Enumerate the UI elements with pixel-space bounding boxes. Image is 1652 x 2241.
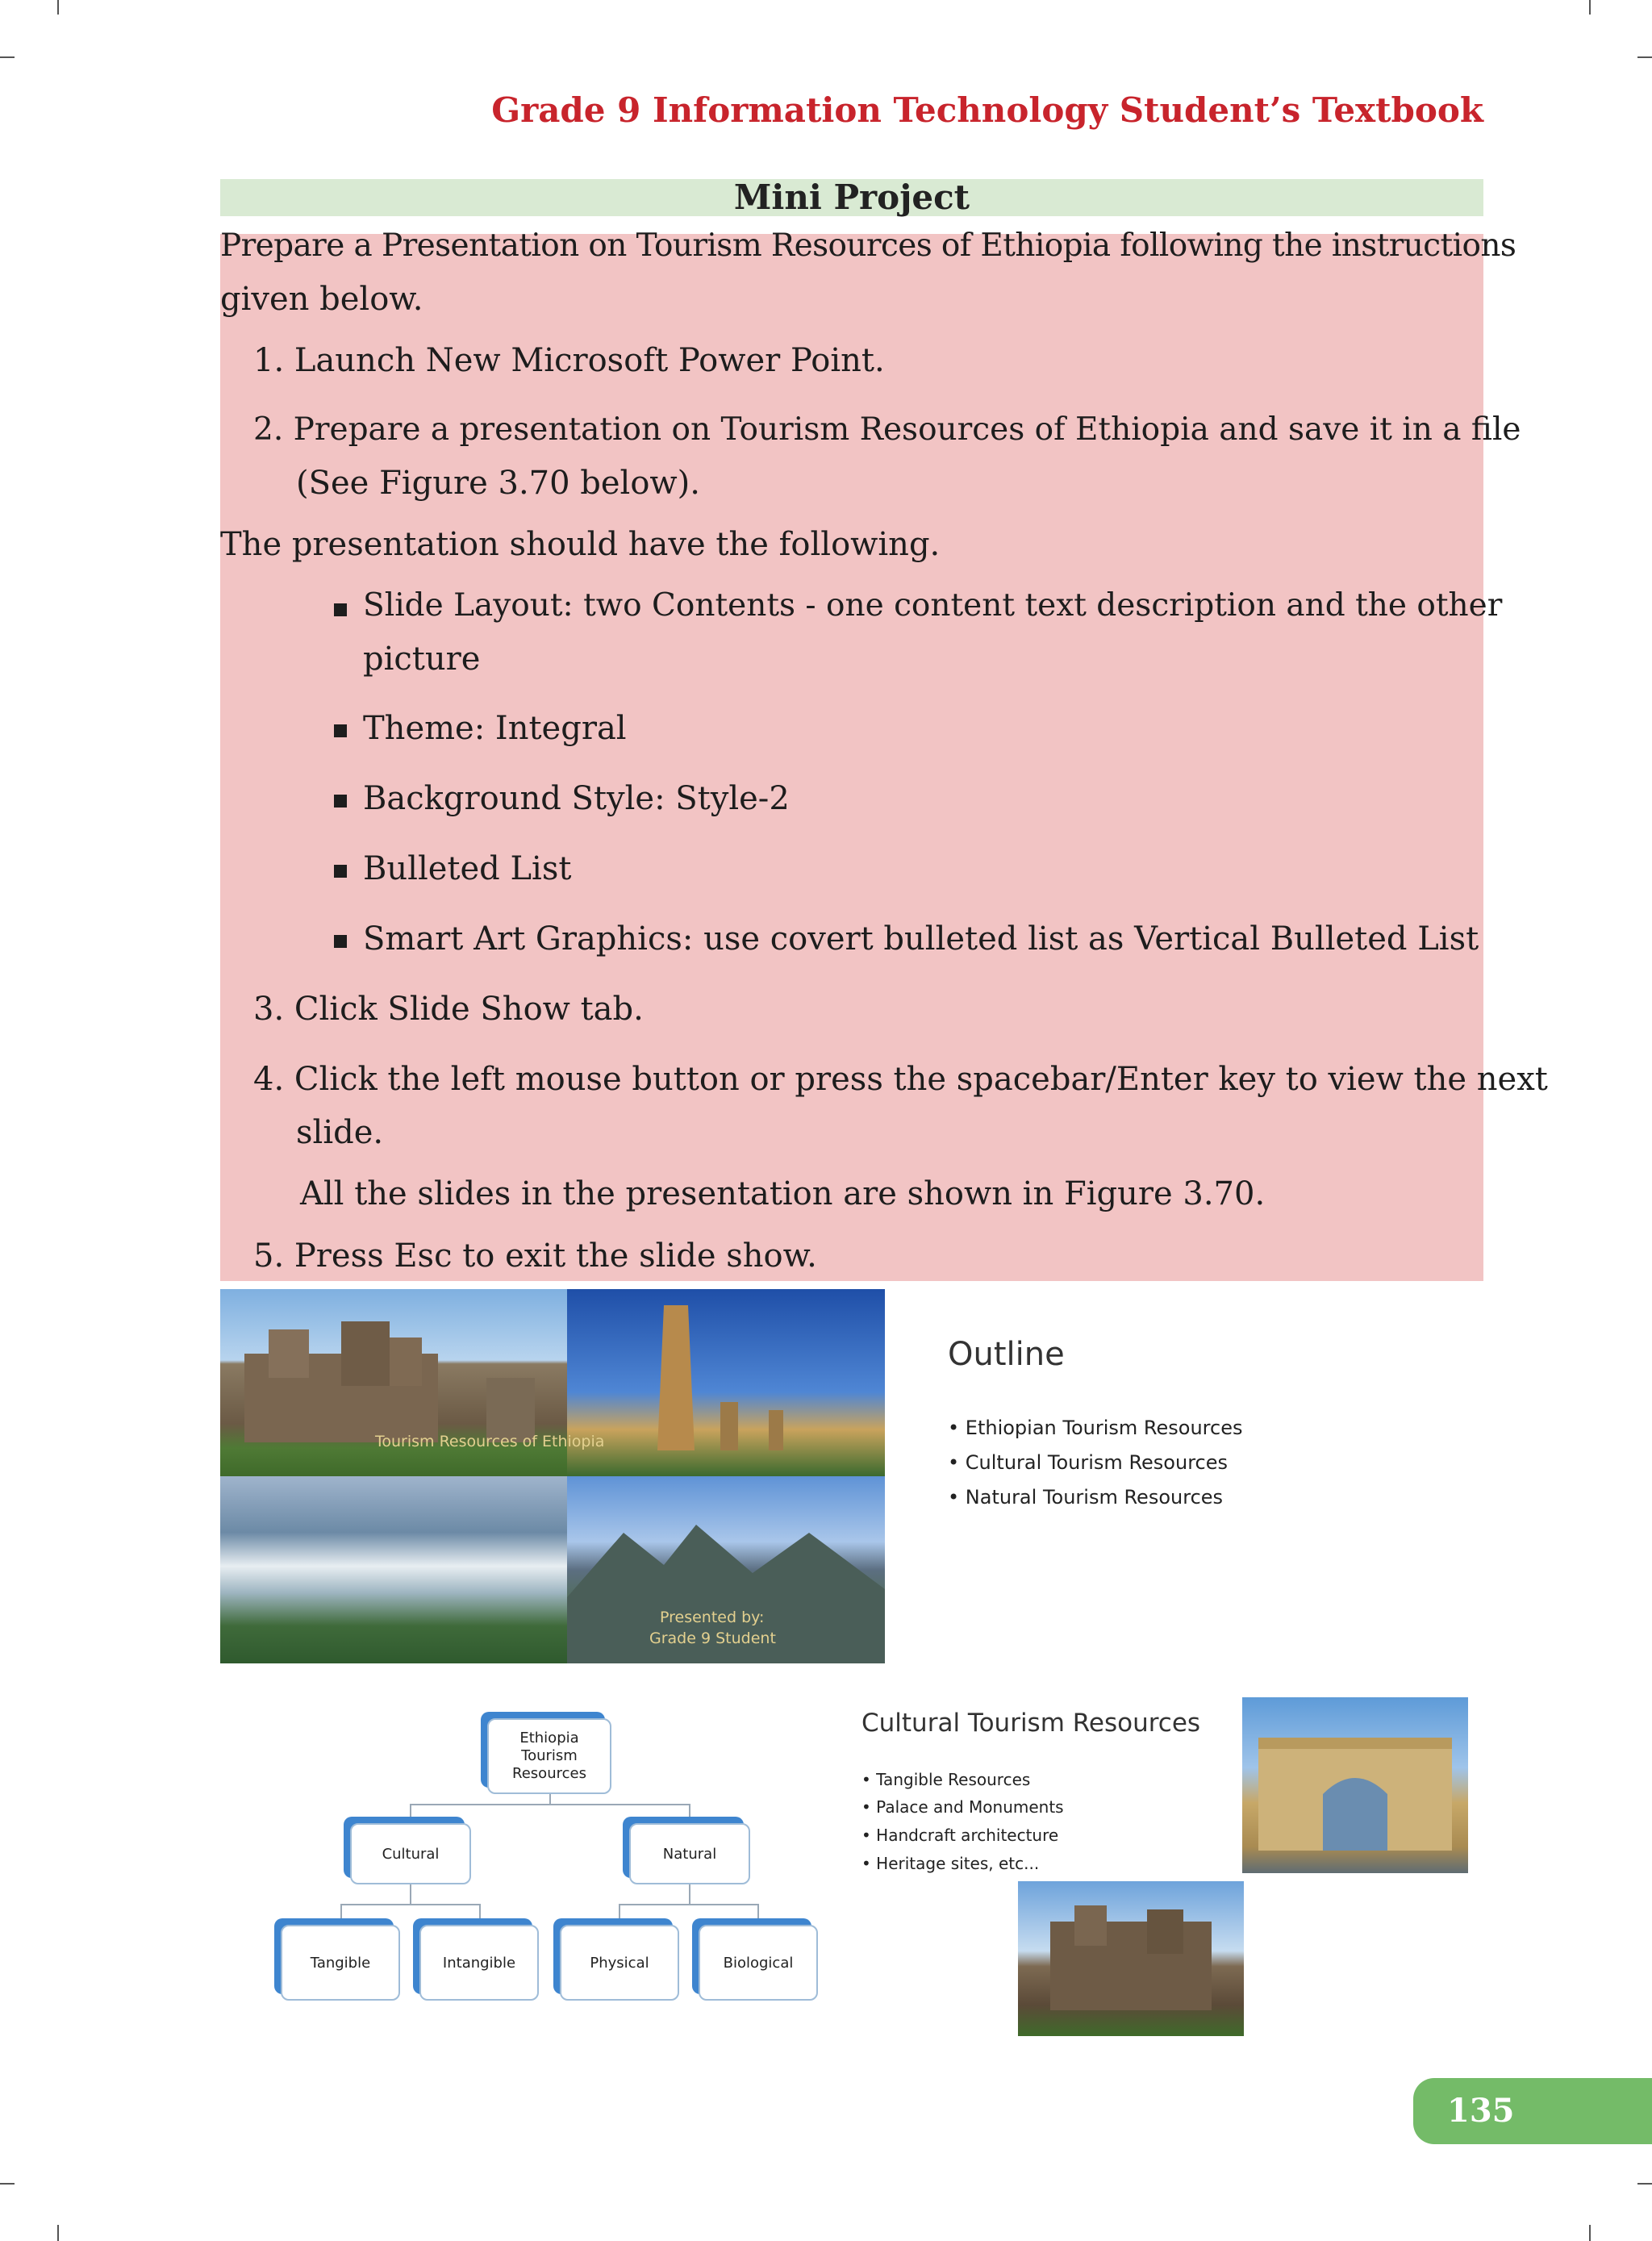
step-3: 3. Click Slide Show tab. xyxy=(253,991,644,1028)
bullet-item: Bulleted List xyxy=(363,850,572,887)
gate-photo xyxy=(1242,1697,1468,1873)
step-2: 2. Prepare a presentation on Tourism Resources of Ethiopia and save it in a file xyxy=(253,411,1521,448)
step-4-cont: slide. xyxy=(296,1114,384,1151)
should-have-text: The presentation should have the following. xyxy=(220,526,941,563)
running-header: Grade 9 Information Technology Student’s Textbook xyxy=(491,90,1483,130)
bullet-item: Background Style: Style-2 xyxy=(363,780,790,817)
crop-mark xyxy=(57,2225,59,2241)
root-label: Tourism xyxy=(521,1747,578,1764)
crop-mark xyxy=(0,56,15,58)
connector-line xyxy=(689,1883,690,1905)
slide4-title: Cultural Tourism Resources xyxy=(861,1709,1201,1738)
connector-line xyxy=(410,1804,689,1805)
bullet-square-icon xyxy=(334,724,347,737)
bullet-square-icon xyxy=(334,935,347,948)
slide4-item: • Heritage sites, etc... xyxy=(861,1854,1040,1873)
bullet-square-icon xyxy=(334,865,347,878)
crop-mark xyxy=(1589,0,1591,15)
connector-line xyxy=(619,1904,620,1923)
root-label: Resources xyxy=(512,1765,586,1782)
mini-project-box xyxy=(220,234,1483,1281)
connector-line xyxy=(340,1904,342,1923)
smartart-tangible-box: Tangible xyxy=(281,1925,400,2001)
slide2-item: • Cultural Tourism Resources xyxy=(948,1451,1229,1474)
obelisk-icon xyxy=(567,1289,885,1476)
crop-mark xyxy=(1637,56,1652,58)
smartart-cultural-box: Cultural xyxy=(350,1823,471,1884)
slide2-item: • Natural Tourism Resources xyxy=(948,1486,1224,1509)
bullet-item: Theme: Integral xyxy=(363,710,627,747)
step-5: 5. Press Esc to exit the slide show. xyxy=(253,1237,817,1275)
slide4-item: • Palace and Monuments xyxy=(861,1797,1064,1817)
slide4-item: • Tangible Resources xyxy=(861,1770,1031,1789)
mini-project-heading: Mini Project xyxy=(220,179,1483,216)
connector-line xyxy=(619,1904,757,1905)
smartart-physical-box: Physical xyxy=(560,1925,679,2001)
connector-line xyxy=(479,1904,481,1923)
crop-mark xyxy=(57,0,59,15)
slide2-item: • Ethiopian Tourism Resources xyxy=(948,1417,1243,1439)
connector-line xyxy=(689,1804,690,1823)
bullet-square-icon xyxy=(334,603,347,616)
smartart-intangible-box: Intangible xyxy=(419,1925,539,2001)
smartart-natural-box: Natural xyxy=(629,1823,750,1884)
bullet-item-cont: picture xyxy=(363,641,481,678)
slide1-presenter: Grade 9 Student xyxy=(649,1630,776,1647)
crop-mark xyxy=(0,2183,15,2185)
slide1-title: Tourism Resources of Ethiopia xyxy=(375,1433,605,1450)
intro-text: given below. xyxy=(220,281,423,318)
step-1: 1. Launch New Microsoft Power Point. xyxy=(253,342,885,379)
connector-line xyxy=(340,1904,479,1905)
smartart-root-box xyxy=(487,1718,611,1794)
connector-line xyxy=(757,1904,759,1923)
connector-line xyxy=(410,1883,411,1905)
slide1-presented-by: Presented by: xyxy=(660,1609,765,1626)
connector-line xyxy=(410,1804,411,1823)
slide2-title: Outline xyxy=(948,1336,1065,1373)
gate-icon xyxy=(1242,1697,1468,1873)
fasil-castle-photo xyxy=(1018,1881,1244,2036)
intro-text: Prepare a Presentation on Tourism Resources of Ethiopia following the instructions xyxy=(220,227,1516,264)
waterfall-photo xyxy=(220,1476,567,1663)
root-label: Ethiopia xyxy=(519,1730,579,1746)
bullet-square-icon xyxy=(334,795,347,808)
slide4-item: • Handcraft architecture xyxy=(861,1826,1059,1845)
figure-note: All the slides in the presentation are shown in Figure 3.70. xyxy=(300,1175,1266,1212)
page-number: 135 xyxy=(1413,2078,1652,2144)
step-2-cont: (See Figure 3.70 below). xyxy=(296,465,700,502)
obelisk-photo xyxy=(567,1289,885,1476)
crop-mark xyxy=(1637,2183,1652,2185)
crop-mark xyxy=(1589,2225,1591,2241)
bullet-item: Slide Layout: two Contents - one content text description and the other xyxy=(363,587,1503,624)
bullet-item: Smart Art Graphics: use covert bulleted list as Vertical Bulleted List xyxy=(363,920,1479,958)
step-4: 4. Click the left mouse button or press the spacebar/Enter key to view the next xyxy=(253,1061,1548,1098)
smartart-biological-box: Biological xyxy=(699,1925,818,2001)
castle-icon xyxy=(1018,1881,1244,2036)
